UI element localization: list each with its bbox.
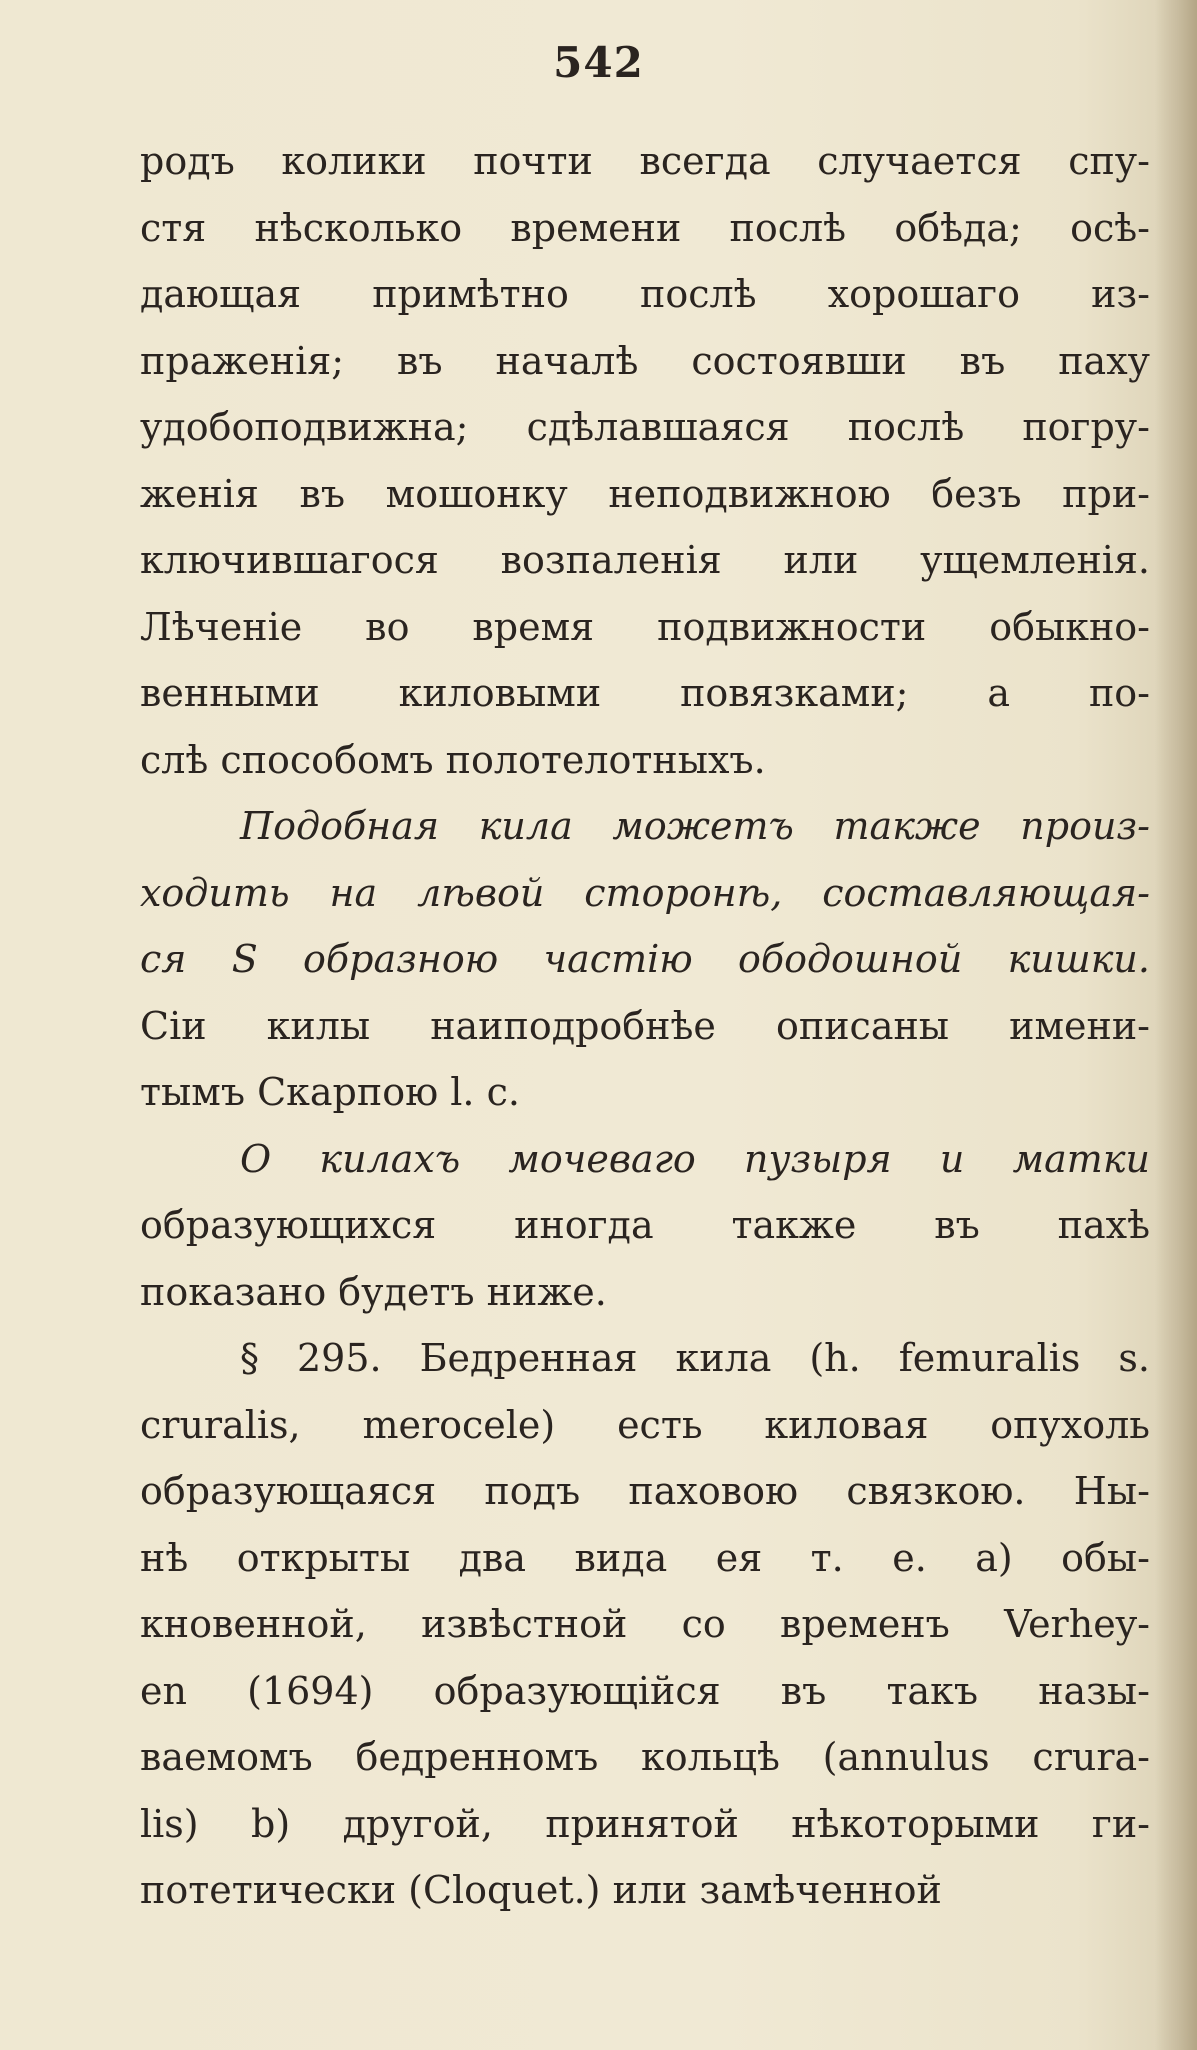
- text-line: потетически (Cloquet.) или замѣченной: [140, 1868, 942, 1912]
- text-line: дающая примѣтно послѣ хорошаго из-: [140, 272, 1150, 316]
- text-line: ваемомъ бедренномъ кольцѣ (annulus crura-: [140, 1735, 1150, 1779]
- paragraph-1: [140, 128, 1150, 793]
- text-line: показано будетъ ниже.: [140, 1269, 607, 1314]
- paragraph-4: [140, 1325, 1150, 1924]
- page-edge-shadow: [1155, 0, 1197, 2050]
- text-line: удобоподвижна; сдѣлавшаяся послѣ погру-: [140, 405, 1150, 449]
- text-line: Сіи килы наиподробнѣе описаны имени-: [140, 1003, 1150, 1048]
- text-line: образующаяся подъ паховою связкою. Ны-: [140, 1469, 1150, 1513]
- text-line: ся S образною частію ободошной кишки.: [140, 937, 1150, 981]
- text-line: ключившагося возпаленія или ущемленія.: [140, 538, 1150, 582]
- text-line: родъ колики почти всегда случается спу-: [140, 139, 1150, 183]
- text-line: слѣ способомъ полотелотныхъ.: [140, 737, 766, 782]
- text-line: венными киловыми повязками; а по-: [140, 671, 1150, 715]
- text-line: cruralis, merocele) есть киловая опухоль: [140, 1402, 1150, 1447]
- text-line: Лѣченіе во время подвижности обыкно-: [140, 604, 1150, 649]
- text-line: en (1694) образующійся въ такъ назы-: [140, 1668, 1150, 1713]
- paragraph-2: [140, 793, 1150, 1126]
- text-line: кновенной, извѣстной со временъ Verhey-: [140, 1602, 1150, 1646]
- text-line: праженія; въ началѣ состоявши въ паху: [140, 338, 1150, 383]
- text-line: § 295. Бедренная кила (h. femuralis s.: [240, 1336, 1150, 1380]
- text-line: тымъ Скарпою l. c.: [140, 1070, 520, 1114]
- text-line: образующихся иногда также въ пахѣ: [140, 1203, 1150, 1247]
- paragraph-3: [140, 1126, 1150, 1326]
- text-line: Подобная кила можетъ также произ-: [240, 804, 1150, 848]
- body-text: [140, 128, 1150, 1924]
- page-number: 542: [553, 38, 644, 87]
- text-line: стя нѣсколько времени послѣ обѣда; осѣ-: [140, 205, 1150, 250]
- text-line: ходить на лѣвой сторонѣ, составляющая-: [140, 870, 1150, 915]
- text-line: lis) b) другой, принятой нѣкоторыми ги-: [140, 1801, 1150, 1846]
- text-line: женія въ мошонку неподвижною безъ при-: [140, 471, 1150, 516]
- text-line: нѣ открыты два вида ея т. е. a) обы-: [140, 1535, 1150, 1580]
- text-line: О килахъ мочеваго пузыря и матки: [240, 1136, 1150, 1181]
